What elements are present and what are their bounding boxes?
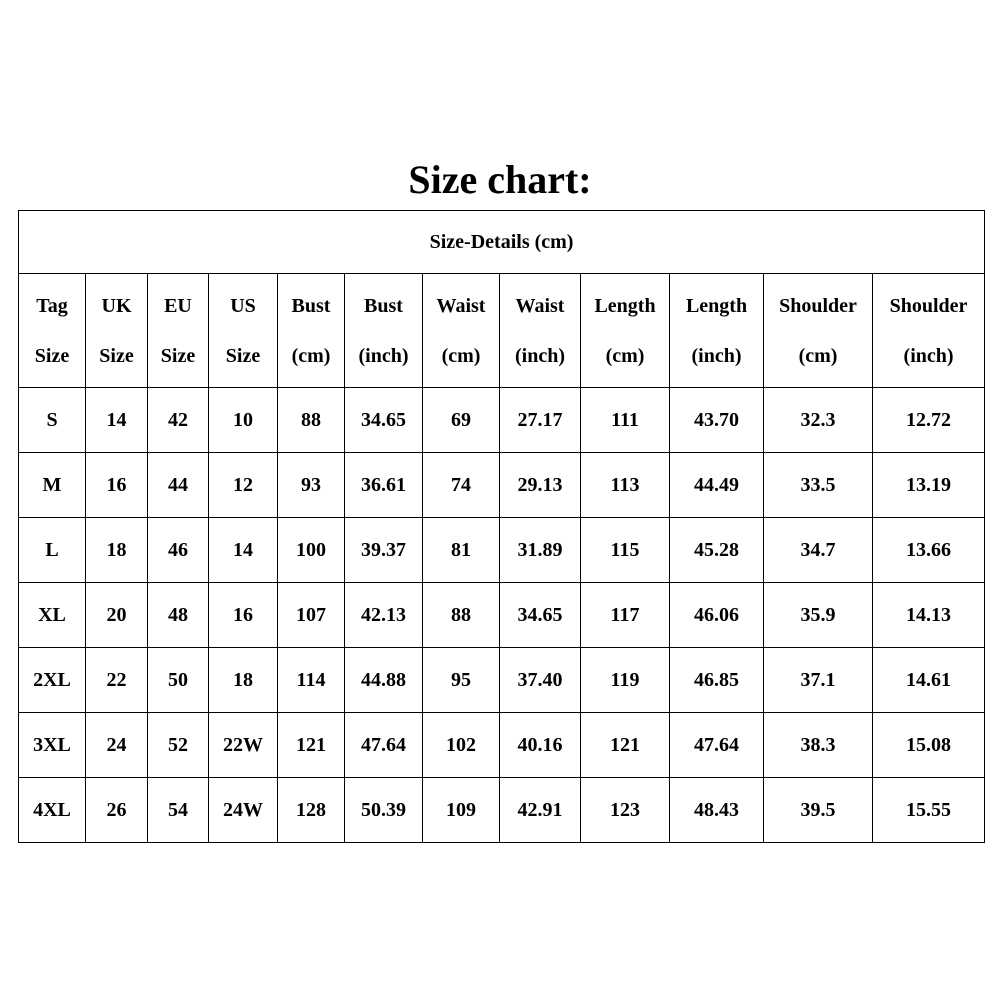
table-cell: 88	[278, 388, 345, 453]
table-cell: 47.64	[345, 713, 423, 778]
column-header	[764, 274, 873, 388]
table-cell: 100	[278, 518, 345, 583]
table-cell: 44.49	[670, 453, 764, 518]
table-cell: 45.28	[670, 518, 764, 583]
table-cell: 15.08	[873, 713, 985, 778]
column-header-label: Tag	[36, 294, 68, 317]
table-cell: 121	[581, 713, 670, 778]
column-header	[209, 274, 278, 388]
page-title: Size chart:	[408, 157, 592, 202]
column-header	[873, 274, 985, 388]
column-header	[581, 274, 670, 388]
table-cell: 34.65	[500, 583, 581, 648]
table-cell: 14	[209, 518, 278, 583]
column-header-label: Length	[685, 294, 748, 317]
table-cell: 74	[423, 453, 500, 518]
table-row	[19, 713, 985, 778]
column-header-unit: (inch)	[515, 344, 565, 367]
table-cell: 24	[86, 713, 148, 778]
table-row	[19, 518, 985, 583]
table-cell: 93	[278, 453, 345, 518]
table-cell: S	[19, 388, 86, 453]
table-cell: 36.61	[345, 453, 423, 518]
column-header-label: Bust	[291, 294, 331, 317]
table-cell: 22W	[209, 713, 278, 778]
column-header-unit: (cm)	[798, 344, 838, 367]
table-cell: 113	[581, 453, 670, 518]
column-header	[670, 274, 764, 388]
table-cell: 46.85	[670, 648, 764, 713]
table-cell: 54	[148, 778, 209, 843]
table-cell: 44	[148, 453, 209, 518]
table-cell: 20	[86, 583, 148, 648]
table-cell: 29.13	[500, 453, 581, 518]
table-cell: 39.5	[764, 778, 873, 843]
table-cell: 48	[148, 583, 209, 648]
table-cell: L	[19, 518, 86, 583]
table-cell: M	[19, 453, 86, 518]
column-header-label: US	[230, 294, 256, 317]
column-header-label: UK	[101, 294, 132, 317]
table-header-row	[19, 274, 985, 388]
column-header-label: Shoulder	[779, 294, 857, 317]
column-header	[148, 274, 209, 388]
table-cell: 3XL	[19, 713, 86, 778]
table-cell: 32.3	[764, 388, 873, 453]
table-cell: 121	[278, 713, 345, 778]
table-cell: 37.1	[764, 648, 873, 713]
column-header	[500, 274, 581, 388]
table-cell: 81	[423, 518, 500, 583]
column-header-unit: (inch)	[903, 344, 954, 367]
table-row	[19, 453, 985, 518]
table-cell: 13.66	[873, 518, 985, 583]
table-cell: 12	[209, 453, 278, 518]
table-cell: 14.61	[873, 648, 985, 713]
table-cell: 119	[581, 648, 670, 713]
table-cell: 50.39	[345, 778, 423, 843]
column-header-label: Waist	[436, 294, 486, 317]
table-cell: 13.19	[873, 453, 985, 518]
table-cell: 14	[86, 388, 148, 453]
table-cell: 44.88	[345, 648, 423, 713]
table-cell: 37.40	[500, 648, 581, 713]
table-cell: 38.3	[764, 713, 873, 778]
table-cell: 33.5	[764, 453, 873, 518]
table-cell: 42	[148, 388, 209, 453]
table-cell: 88	[423, 583, 500, 648]
table-cell: 46.06	[670, 583, 764, 648]
table-cell: 50	[148, 648, 209, 713]
column-header	[86, 274, 148, 388]
table-cell: 128	[278, 778, 345, 843]
table-cell: 34.7	[764, 518, 873, 583]
table-row	[19, 648, 985, 713]
table-cell: 111	[581, 388, 670, 453]
table-cell: 40.16	[500, 713, 581, 778]
column-header-unit: Size	[34, 344, 70, 367]
column-header-label: Waist	[515, 294, 565, 317]
column-header	[345, 274, 423, 388]
table-cell: 42.13	[345, 583, 423, 648]
table-cell: 117	[581, 583, 670, 648]
table-cell: 46	[148, 518, 209, 583]
table-cell: 12.72	[873, 388, 985, 453]
table-cell: 39.37	[345, 518, 423, 583]
column-header-unit: (cm)	[441, 344, 481, 367]
table-cell: 43.70	[670, 388, 764, 453]
table-cell: XL	[19, 583, 86, 648]
table-cell: 26	[86, 778, 148, 843]
table-cell: 16	[209, 583, 278, 648]
table-cell: 14.13	[873, 583, 985, 648]
table-cell: 47.64	[670, 713, 764, 778]
column-header-label: Bust	[364, 294, 403, 317]
column-header-unit: (inch)	[691, 344, 742, 367]
table-cell: 4XL	[19, 778, 86, 843]
column-header-unit: (cm)	[291, 344, 331, 367]
column-header-label: Shoulder	[889, 294, 968, 317]
table-cell: 22	[86, 648, 148, 713]
table-cell: 115	[581, 518, 670, 583]
table-cell: 52	[148, 713, 209, 778]
column-header	[19, 274, 86, 388]
size-table	[18, 210, 985, 843]
column-header-unit: Size	[160, 344, 196, 367]
table-cell: 123	[581, 778, 670, 843]
table-caption-row	[19, 211, 985, 274]
table-row	[19, 583, 985, 648]
table-cell: 34.65	[345, 388, 423, 453]
table-cell: 102	[423, 713, 500, 778]
table-cell: 27.17	[500, 388, 581, 453]
table-cell: 2XL	[19, 648, 86, 713]
table-cell: 31.89	[500, 518, 581, 583]
table-cell: 69	[423, 388, 500, 453]
table-cell: 95	[423, 648, 500, 713]
column-header	[278, 274, 345, 388]
table-cell: 42.91	[500, 778, 581, 843]
column-header-label: EU	[164, 294, 192, 317]
table-cell: 114	[278, 648, 345, 713]
table-cell: 35.9	[764, 583, 873, 648]
table-caption: Size-Details (cm)	[19, 211, 985, 274]
table-cell: 16	[86, 453, 148, 518]
table-cell: 109	[423, 778, 500, 843]
column-header-unit: (cm)	[605, 344, 645, 367]
column-header	[423, 274, 500, 388]
table-cell: 15.55	[873, 778, 985, 843]
column-header-unit: (inch)	[358, 344, 409, 367]
column-header-label: Length	[594, 294, 656, 317]
table-row	[19, 388, 985, 453]
table-cell: 48.43	[670, 778, 764, 843]
column-header-unit: Size	[225, 344, 261, 367]
table-cell: 107	[278, 583, 345, 648]
table-row	[19, 778, 985, 843]
table-cell: 18	[86, 518, 148, 583]
column-header-unit: Size	[99, 344, 134, 367]
table-cell: 18	[209, 648, 278, 713]
table-cell: 10	[209, 388, 278, 453]
table-cell: 24W	[209, 778, 278, 843]
